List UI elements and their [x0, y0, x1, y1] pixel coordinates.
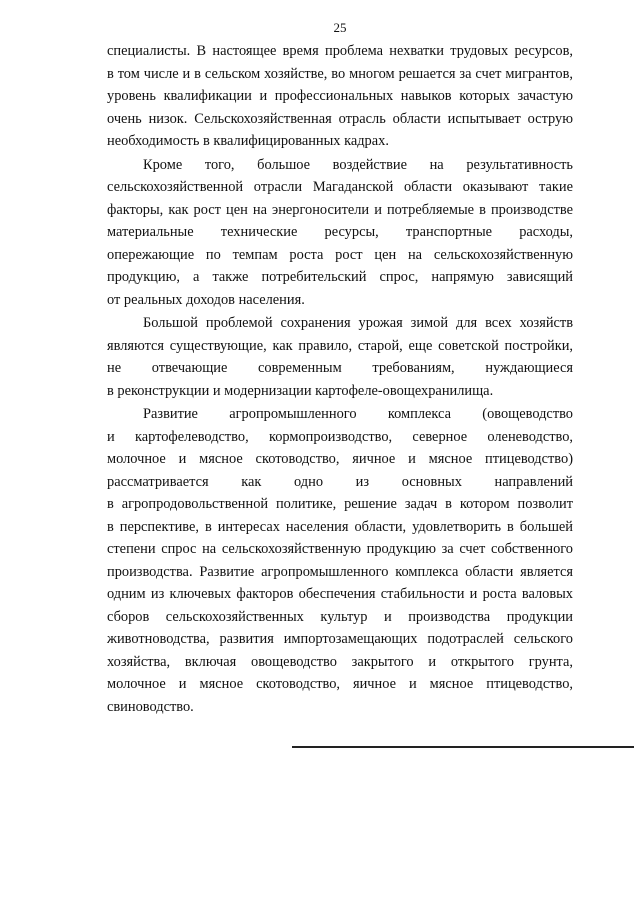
text-line: одним из ключевых факторов обеспечения стабильности и роста валовых — [107, 586, 573, 602]
text-line: Кроме того, большое воздействие на результативность — [143, 156, 573, 173]
text-line: уровень квалификации и профессиональных навыков которых зачастую — [107, 88, 573, 104]
text-line: очень низок. Сельскохозяйственная отрасль области испытывает острую — [107, 110, 573, 127]
text-line: продукцию, а также потребительский спрос, напрямую зависящий — [107, 269, 573, 285]
body-text — [107, 40, 573, 719]
text-line: сельскохозяйственной отрасли Магаданской области оказывают такие — [107, 179, 573, 195]
text-line: молочное и мясное скотоводство, яичное и мясное птицеводство, — [107, 676, 573, 692]
paragraph-2 — [107, 154, 573, 312]
text-line: рассматривается как одно из основных направлений — [107, 473, 573, 490]
text-line: от реальных доходов населения. — [107, 291, 305, 308]
text-line: факторы, как рост цен на энергоносители и потребляемые в производстве — [107, 201, 573, 218]
text-line: материальные технические ресурсы, транспортные расходы, — [107, 224, 573, 240]
text-line: Большой проблемой сохранения урожая зимой для всех хозяйств — [143, 315, 573, 331]
text-line: в реконструкции и модернизации картофеле-овощехранилища. — [107, 382, 494, 399]
text-line: являются существующие, как правило, старой, еще советской постройки, — [107, 337, 573, 354]
text-line: хозяйства, включая овощеводство закрытого и открытого грунта, — [107, 653, 573, 670]
text-line: в том числе и в сельском хозяйстве, во многом решается за счет мигрантов, — [107, 65, 573, 82]
text-line: Развитие агропромышленного комплекса (овощеводство — [143, 406, 573, 422]
text-line: специалисты. В настоящее время проблема нехватки трудовых ресурсов, — [107, 43, 573, 59]
page-number: 25 — [333, 20, 347, 35]
text-line: сборов сельскохозяйственных культур и производства продукции — [107, 608, 573, 625]
text-line: степени спрос на сельскохозяйственную продукцию за счет собственного — [107, 541, 573, 557]
text-line: и картофелеводство, кормопроизводство, северное оленеводство, — [107, 428, 573, 445]
text-line: опережающие по темпам роста рост цен на сельскохозяйственную — [107, 246, 573, 263]
text-line: в перспективе, в интересах населения области, удовлетворить в большей — [107, 518, 573, 535]
text-line: необходимость в квалифицированных кадрах. — [107, 133, 389, 149]
text-line: свиноводство. — [107, 698, 194, 715]
paragraph-1 — [107, 40, 573, 153]
paragraph-4 — [107, 403, 573, 718]
text-line: в агропродовольственной политике, решение задач в котором позволит — [107, 496, 573, 512]
text-line: молочное и мясное скотоводство, яичное и мясное птицеводство) — [107, 451, 573, 467]
paragraph-3 — [107, 312, 573, 402]
horizontal-rule — [292, 746, 634, 748]
text-line: животноводства, развития импортозамещающих подотраслей сельского — [107, 631, 573, 647]
text-line: не отвечающие современным требованиям, нуждающиеся — [107, 360, 573, 376]
text-line: производства. Развитие агропромышленного комплекса области является — [107, 563, 573, 580]
